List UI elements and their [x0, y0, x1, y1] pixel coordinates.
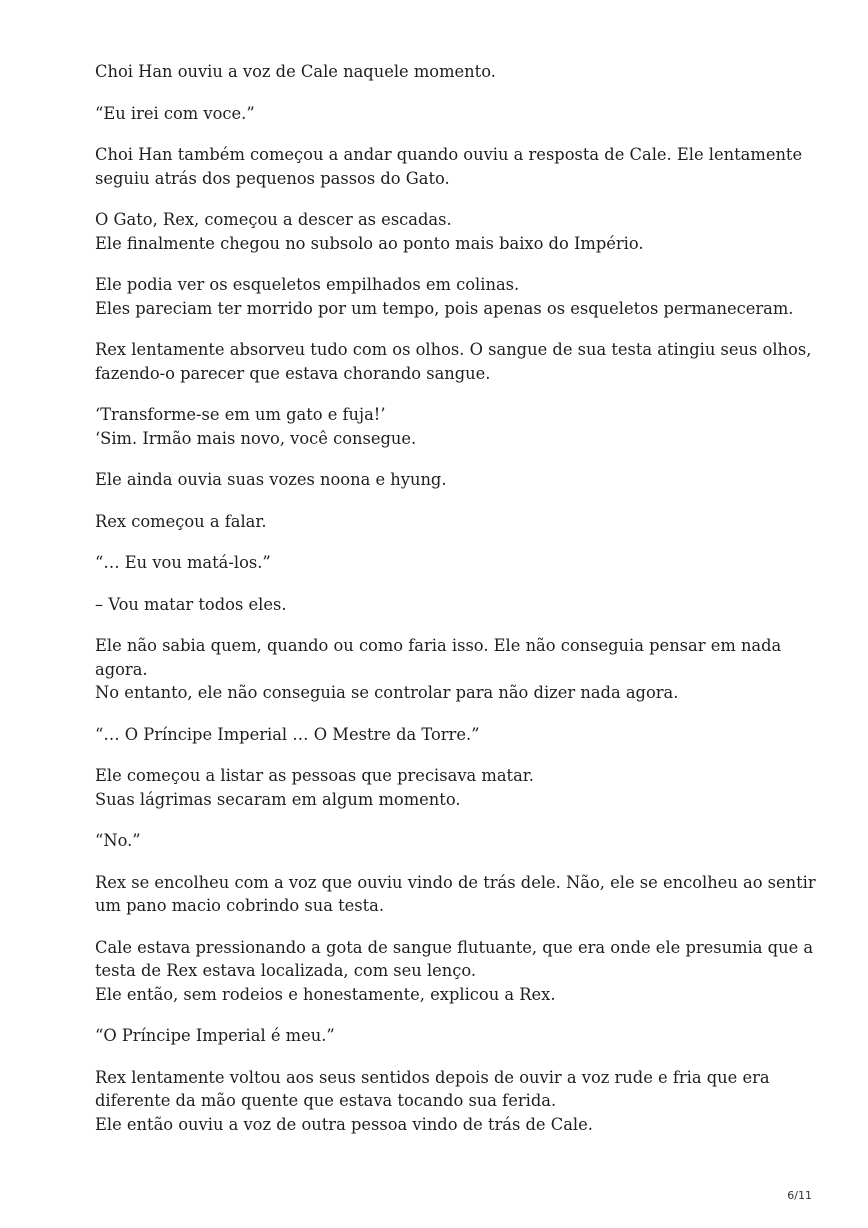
paragraph — [95, 468, 775, 492]
text-line: Ele finalmente chegou no subsolo ao ponto mais baixo do Império. — [95, 233, 644, 253]
text-line: “… Eu vou matá-los.” — [95, 553, 271, 572]
text-line: testa de Rex estava localizada, com seu lenço. — [95, 961, 477, 980]
text-line: Suas lágrimas secaram em algum momento. — [95, 789, 461, 809]
text-line: Ele podia ver os esqueletos empilhados em colinas. — [95, 275, 520, 294]
text-line: Choi Han ouviu a voz de Cale naquele momento. — [95, 62, 496, 81]
text-line: Choi Han também começou a andar quando ouviu a resposta de Cale. Ele lentamente — [95, 145, 803, 164]
paragraph — [95, 60, 775, 84]
text-line: Ele ainda ouvia suas vozes noona e hyung. — [95, 470, 447, 489]
text-line: Rex começou a falar. — [95, 511, 267, 531]
text-line: Cale estava pressionando a gota de sangue flutuante, que era onde ele presumia que a — [95, 937, 814, 957]
text-line: seguiu atrás dos pequenos passos do Gato. — [95, 168, 450, 188]
paragraph — [95, 936, 814, 1007]
paragraph — [95, 510, 775, 534]
text-line: No entanto, ele não conseguia se controlar para não dizer nada agora. — [95, 683, 679, 702]
paragraph — [95, 634, 782, 705]
text-line: Rex lentamente voltou aos seus sentidos depois de ouvir a voz rude e fria que era — [95, 1067, 770, 1087]
text-line: “O Príncipe Imperial é meu.” — [95, 1026, 335, 1045]
paragraph — [95, 403, 775, 450]
paragraph — [95, 208, 775, 255]
paragraph — [95, 723, 775, 747]
text-line: fazendo-o parecer que estava chorando sangue. — [95, 363, 491, 383]
paragraph — [95, 143, 803, 190]
text-line: Rex lentamente absorveu tudo com os olhos. O sangue de sua testa atingiu seus olhos, — [95, 340, 812, 359]
text-line: agora. — [95, 659, 148, 679]
paragraph — [95, 102, 775, 126]
text-line: – Vou matar todos eles. — [95, 594, 287, 614]
text-line: O Gato, Rex, começou a descer as escadas. — [95, 210, 452, 229]
text-line: Rex se encolheu com a voz que ouviu vindo de trás dele. Não, ele se encolheu ao sentir — [95, 872, 816, 892]
paragraph — [95, 871, 816, 918]
text-line: Ele então ouviu a voz de outra pessoa vindo de trás de Cale. — [95, 1114, 593, 1134]
text-line: diferente da mão quente que estava tocando sua ferida. — [95, 1091, 557, 1110]
paragraph — [95, 338, 812, 385]
paragraph — [95, 1066, 775, 1137]
paragraph — [95, 1024, 775, 1048]
paragraph — [95, 829, 775, 853]
text-line: Ele então, sem rodeios e honestamente, explicou a Rex. — [95, 984, 556, 1004]
text-line: ‘Transforme-se em um gato e fuja!’ — [95, 405, 386, 424]
page-number: 6/11 — [787, 1189, 812, 1202]
document-body — [95, 60, 816, 1154]
text-line: um pano macio cobrindo sua testa. — [95, 896, 385, 915]
text-line: Eles pareciam ter morrido por um tempo, pois apenas os esqueletos permaneceram. — [95, 298, 794, 318]
paragraph — [95, 551, 775, 575]
text-line: ‘Sim. Irmão mais novo, você consegue. — [95, 428, 417, 448]
paragraph — [95, 273, 794, 320]
paragraph — [95, 764, 775, 811]
text-line: “Eu irei com voce.” — [95, 103, 255, 123]
text-line: Ele começou a listar as pessoas que precisava matar. — [95, 766, 534, 785]
paragraph — [95, 593, 775, 617]
text-line: “No.” — [95, 831, 141, 850]
text-line: “… O Príncipe Imperial … O Mestre da Torre.” — [95, 724, 480, 744]
text-line: Ele não sabia quem, quando ou como faria isso. Ele não conseguia pensar em nada — [95, 636, 782, 655]
